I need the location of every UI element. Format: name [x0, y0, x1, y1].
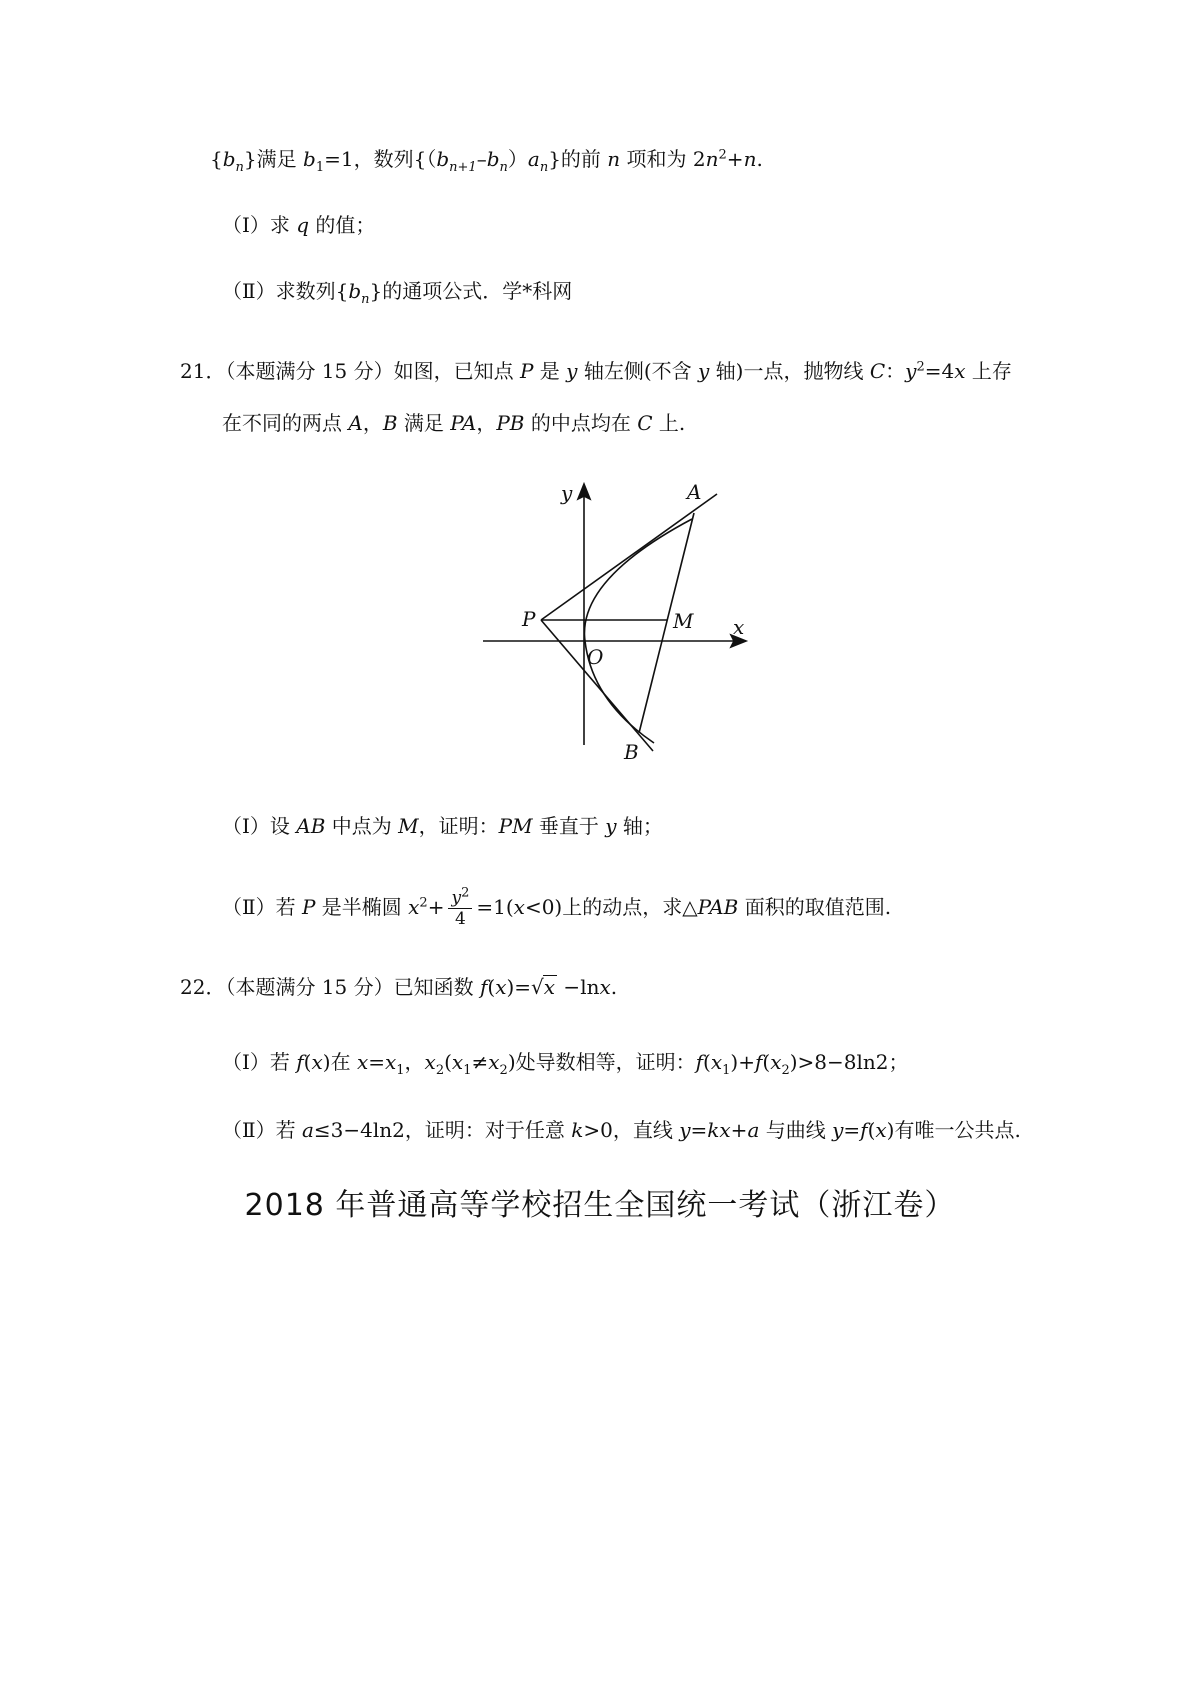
p21-statement-line2: 在不同的两点 A，B 满足 PA，PB 的中点均在 C 上.	[222, 411, 686, 435]
label-x: x	[733, 615, 745, 639]
sqrt-radicand: x	[543, 975, 556, 999]
sqrt-sign: √	[531, 975, 544, 999]
y-axis-arrow	[578, 484, 590, 499]
p20-part2: （Ⅱ）求数列$\{b_n\}$的通项公式．学*科网	[222, 279, 573, 307]
label-M: M	[673, 609, 694, 633]
label-O: O	[587, 645, 604, 669]
p22-statement: 22．（本题满分 15 分）已知函数 f(x)=√x −lnx.	[180, 975, 618, 999]
fraction-y2-over-4: $\frac{y^2}{4}$	[448, 888, 472, 929]
p22-part2: （Ⅱ）若 a≤3−4ln2，证明：对于任意 k>0，直线 y=kx+a 与曲线 y=f(x)有唯一公共点.	[222, 1118, 1021, 1142]
p21-statement-line1: 21．（本题满分 15 分）如图，已知点 P 是 y 轴左侧(不含 y 轴)一点，抛物线 C：$y^2=4x$ 上存	[180, 359, 1012, 383]
p21-part2: （Ⅱ）若 P 是半椭圆 $x^2+$ $\frac{y^2}{4}$ =1(x<0)上的动点，求△PAB 面积的取值范围.	[222, 885, 892, 929]
label-B: B	[624, 740, 639, 764]
label-P: P	[522, 607, 536, 631]
p20-part1: （Ⅰ）求 q 的值；	[222, 213, 376, 237]
label-A: A	[687, 480, 702, 504]
label-y: y	[561, 481, 573, 505]
tangent-lower	[541, 620, 653, 751]
p21-part1: （Ⅰ）设 AB 中点为 M，证明：PM 垂直于 y 轴；	[222, 814, 663, 838]
tangent-upper	[541, 494, 717, 620]
exam-title: 2018 年普通高等学校招生全国统一考试（浙江卷）	[244, 1188, 956, 1223]
p22-part1: （Ⅰ）若 f(x)在 $x=x_1$，$x_2(x_1\ne x_2)$处导数相等，证明：$f(x_1)+f(x_2)>8-8\ln 2$；	[222, 1050, 909, 1078]
p20-condition-line: $\{b_n\}$满足 $b_1=1$，数列$\{(b_{n+1}-b_n)a_n\}$的前 n 项和为 $2n^2+n$.	[210, 147, 763, 175]
